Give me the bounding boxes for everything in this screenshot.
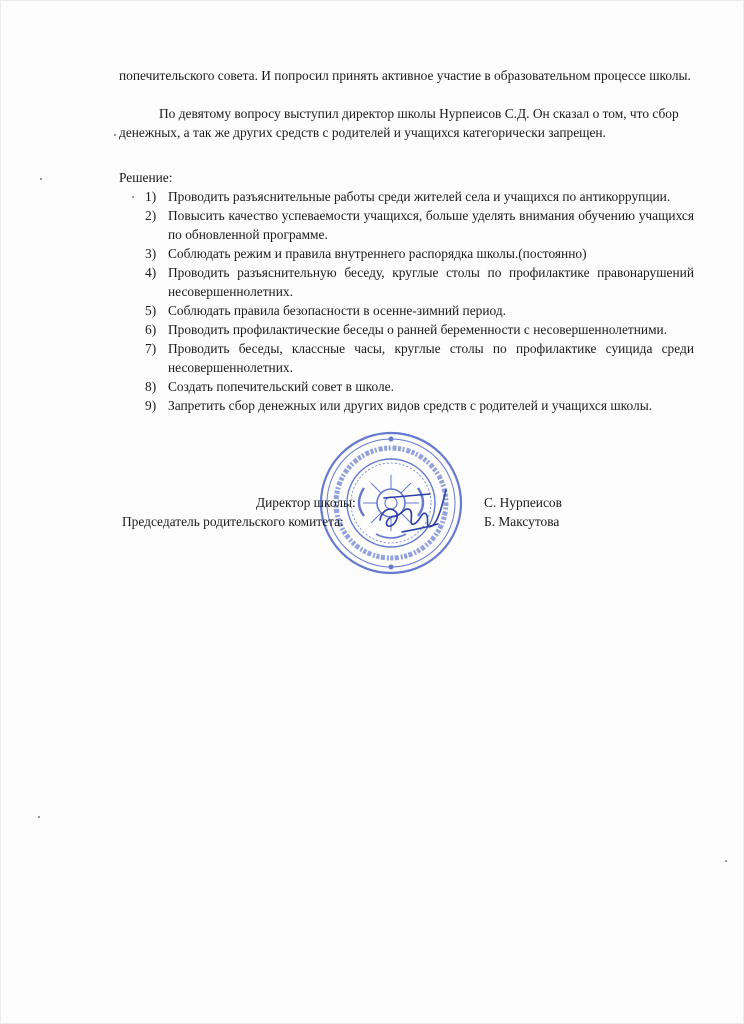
decision-number: 5) [145, 303, 157, 318]
signature-role: Председатель родительского комитета: [122, 514, 344, 529]
signature-name: Б. Максутова [484, 514, 560, 529]
solution-label: Решение: [119, 170, 173, 185]
decision-text: Соблюдать режим и правила внутреннего распорядка школы.(постоянно) [168, 246, 587, 261]
decision-text: Соблюдать правила безопасности в осенне-зимний период. [168, 303, 507, 318]
decision-number: 8) [145, 379, 157, 394]
decision-number: 9) [145, 398, 157, 413]
signature-role: Директор школы: [256, 495, 356, 510]
decision-number: 3) [145, 246, 157, 261]
decision-list [120, 187, 694, 415]
scan-speck [38, 816, 40, 818]
signature-row-director [0, 493, 744, 512]
scan-speck [132, 196, 134, 198]
decision-item [120, 244, 694, 263]
decision-item [120, 206, 694, 244]
paragraph-continuation: попечительского совета. И попросил принять активное участие в образовательном процессе школы. [119, 68, 691, 83]
decision-number: 4) [145, 265, 157, 280]
decision-number: 6) [145, 322, 157, 337]
decision-text: Проводить беседы, классные часы, круглые столы по профилактике суицида среди несовершеннолетних. [168, 341, 694, 375]
decision-item [120, 339, 694, 377]
decision-item [120, 187, 694, 206]
decision-item [120, 263, 694, 301]
decision-text: Повысить качество успеваемости учащихся, больше уделять внимания обучению учащихся по обновленной программе. [168, 208, 694, 242]
decision-item [120, 301, 694, 320]
decision-text: Запретить сбор денежных или других видов средств с родителей и учащихся школы. [168, 398, 653, 413]
decision-item [120, 396, 694, 415]
decision-text: Проводить профилактические беседы о ранней беременности с несовершеннолетними. [168, 322, 668, 337]
decision-text: Создать попечительский совет в школе. [168, 379, 394, 394]
scan-speck [40, 178, 42, 180]
decision-number: 7) [145, 341, 157, 356]
decision-text: Проводить разъяснительную беседу, круглые столы по профилактике правонарушений несовершеннолетних. [168, 265, 694, 299]
decision-number: 1) [145, 189, 157, 204]
signature-row-committee-chair [0, 512, 744, 531]
paragraph-ninth-question: По девятому вопросу выступил директор школы Нурпеисов С.Д. Он сказал о том, что сбор денежных, а так же других средств с родителей и учащихся категорически запрещен. [119, 106, 679, 140]
decision-text: Проводить разъяснительные работы среди жителей села и учащихся по антикоррупции. [168, 189, 671, 204]
decision-number: 2) [145, 208, 157, 223]
scan-speck [114, 134, 116, 136]
decision-item [120, 320, 694, 339]
decision-item [120, 377, 694, 396]
scan-speck [725, 860, 727, 862]
signature-name: С. Нурпеисов [484, 495, 562, 510]
